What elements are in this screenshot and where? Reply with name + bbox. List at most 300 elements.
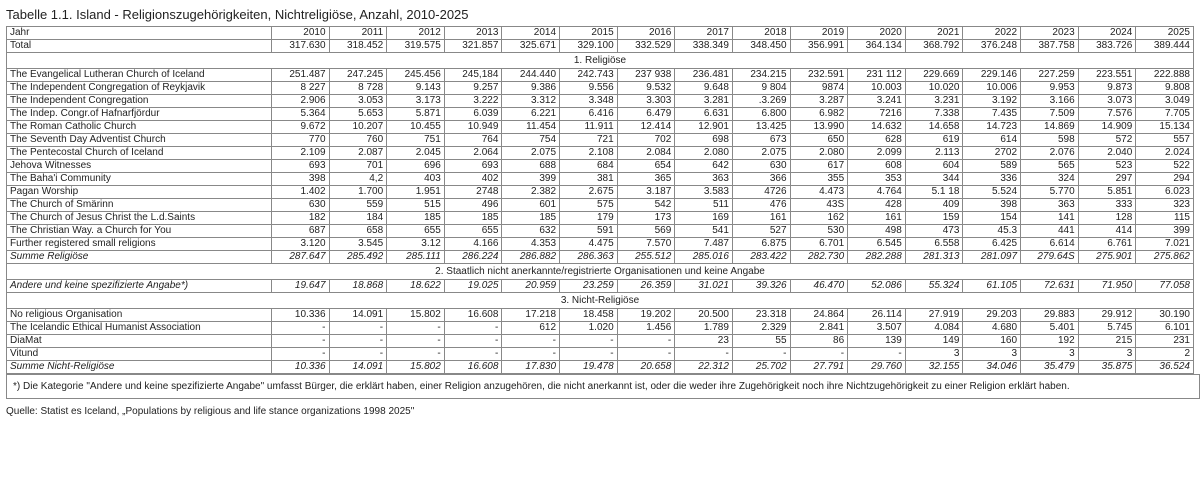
table-row	[7, 309, 1194, 322]
value-cell: 3.507	[848, 322, 906, 335]
value-cell: 35.875	[1078, 361, 1136, 374]
value-cell: 182	[271, 212, 329, 225]
value-cell: 26.114	[848, 309, 906, 322]
table-row	[7, 348, 1194, 361]
value-cell: 2.109	[271, 147, 329, 160]
value-cell: 1.700	[329, 186, 387, 199]
value-cell: 2.382	[502, 186, 560, 199]
value-cell: 9.808	[1136, 82, 1194, 95]
value-cell: 398	[271, 173, 329, 186]
value-cell: 398	[963, 199, 1021, 212]
value-cell: 542	[617, 199, 675, 212]
value-cell: 2.906	[271, 95, 329, 108]
value-cell: 128	[1078, 212, 1136, 225]
value-cell: 2.064	[444, 147, 502, 160]
value-cell: 673	[732, 134, 790, 147]
value-cell: 654	[617, 160, 675, 173]
value-cell: 498	[848, 225, 906, 238]
value-cell: 6.875	[732, 238, 790, 251]
value-cell: 6.039	[444, 108, 502, 121]
value-cell: 2015	[560, 27, 618, 40]
value-cell: 227.259	[1021, 69, 1079, 82]
value-cell: 321.857	[444, 40, 502, 53]
row-label: The Christian Way. a Church for You	[7, 225, 272, 238]
value-cell: 72.631	[1021, 280, 1079, 293]
section-title: 2. Staatlich nicht anerkannte/registrierte Organisationen und keine Angabe	[7, 264, 1194, 280]
value-cell: 3	[1021, 348, 1079, 361]
value-cell: 2012	[387, 27, 445, 40]
value-cell: 6.425	[963, 238, 1021, 251]
value-cell: 515	[387, 199, 445, 212]
value-cell: 5.524	[963, 186, 1021, 199]
value-cell: 17.218	[502, 309, 560, 322]
value-cell: 2019	[790, 27, 848, 40]
value-cell: 3.222	[444, 95, 502, 108]
value-cell: 317.630	[271, 40, 329, 53]
row-label: The Church of Smärinn	[7, 199, 272, 212]
value-cell: 279.64S	[1021, 251, 1079, 264]
value-cell: 185	[502, 212, 560, 225]
value-cell: 1.789	[675, 322, 733, 335]
value-cell: -	[790, 348, 848, 361]
value-cell: 242.743	[560, 69, 618, 82]
value-cell: 29.203	[963, 309, 1021, 322]
value-cell: 6.614	[1021, 238, 1079, 251]
value-cell: 2.099	[848, 147, 906, 160]
value-cell: 18.868	[329, 280, 387, 293]
value-cell: 366	[732, 173, 790, 186]
value-cell: -	[617, 348, 675, 361]
value-cell: 751	[387, 134, 445, 147]
value-cell: -	[848, 348, 906, 361]
value-cell: 2011	[329, 27, 387, 40]
value-cell: 591	[560, 225, 618, 238]
value-cell: 511	[675, 199, 733, 212]
value-cell: 721	[560, 134, 618, 147]
value-cell: 363	[675, 173, 733, 186]
table-row	[7, 134, 1194, 147]
value-cell: 9.672	[271, 121, 329, 134]
value-cell: 2.108	[560, 147, 618, 160]
value-cell: 43S	[790, 199, 848, 212]
value-cell: 2.075	[732, 147, 790, 160]
value-cell: 185	[387, 212, 445, 225]
value-cell: 10.455	[387, 121, 445, 134]
value-cell: 687	[271, 225, 329, 238]
value-cell: 559	[329, 199, 387, 212]
value-cell: 20.959	[502, 280, 560, 293]
value-cell: 4.680	[963, 322, 1021, 335]
value-cell: -	[444, 322, 502, 335]
value-cell: 4.166	[444, 238, 502, 251]
value-cell: 701	[329, 160, 387, 173]
value-cell: 5.1 18	[905, 186, 963, 199]
value-cell: 115	[1136, 212, 1194, 225]
value-cell: 223.551	[1078, 69, 1136, 82]
value-cell: 281.097	[963, 251, 1021, 264]
value-cell: 318.452	[329, 40, 387, 53]
value-cell: 184	[329, 212, 387, 225]
value-cell: 1.402	[271, 186, 329, 199]
value-cell: 2016	[617, 27, 675, 40]
value-cell: -	[271, 322, 329, 335]
section-title: 3. Nicht-Religiöse	[7, 293, 1194, 309]
value-cell: 569	[617, 225, 675, 238]
value-cell: 18.458	[560, 309, 618, 322]
section-nonreligious	[7, 293, 1194, 309]
value-cell: 688	[502, 160, 560, 173]
value-cell: 24.864	[790, 309, 848, 322]
source-note: Quelle: Statist es Iceland, „Populations by religious and life stance organizations 1998 2025"	[6, 406, 415, 417]
value-cell: 9.143	[387, 82, 445, 95]
value-cell: 754	[502, 134, 560, 147]
row-label: The Independent Congregation of Reykjavik	[7, 82, 272, 95]
value-cell: 20.658	[617, 361, 675, 374]
value-cell: 23	[675, 335, 733, 348]
value-cell: 285.492	[329, 251, 387, 264]
value-cell: 55.324	[905, 280, 963, 293]
value-cell: 3.073	[1078, 95, 1136, 108]
value-cell: -	[329, 322, 387, 335]
value-cell: 2702	[963, 147, 1021, 160]
row-label: The Church of Jesus Christ the L.d.Saints	[7, 212, 272, 225]
row-label: The Evangelical Lutheran Church of Iceland	[7, 69, 272, 82]
value-cell: 630	[732, 160, 790, 173]
value-cell: 523	[1078, 160, 1136, 173]
value-cell: 15.802	[387, 361, 445, 374]
value-cell: 4.353	[502, 238, 560, 251]
value-cell: 4726	[732, 186, 790, 199]
value-cell: 173	[617, 212, 675, 225]
value-cell: 222.888	[1136, 69, 1194, 82]
value-cell: 764	[444, 134, 502, 147]
value-cell: 604	[905, 160, 963, 173]
table-row	[7, 199, 1194, 212]
value-cell: 5.401	[1021, 322, 1079, 335]
total-row	[7, 40, 1194, 53]
value-cell: 10.336	[271, 361, 329, 374]
row-label: Andere und keine spezifizierte Angabe*)	[7, 280, 272, 293]
value-cell: 409	[905, 199, 963, 212]
value-cell: 6.558	[905, 238, 963, 251]
unspecified-row	[7, 280, 1194, 293]
value-cell: 2013	[444, 27, 502, 40]
value-cell: 632	[502, 225, 560, 238]
value-cell: 2.084	[617, 147, 675, 160]
value-cell: 15.802	[387, 309, 445, 322]
value-cell: 285.016	[675, 251, 733, 264]
value-cell: 323	[1136, 199, 1194, 212]
value-cell: 2023	[1021, 27, 1079, 40]
value-cell: 2.080	[790, 147, 848, 160]
value-cell: 650	[790, 134, 848, 147]
table-row	[7, 238, 1194, 251]
value-cell: 45.3	[963, 225, 1021, 238]
value-cell: 6.761	[1078, 238, 1136, 251]
value-cell: 215	[1078, 335, 1136, 348]
value-cell: 655	[387, 225, 445, 238]
value-cell: 159	[905, 212, 963, 225]
value-cell: 7.338	[905, 108, 963, 121]
value-cell: 693	[444, 160, 502, 173]
value-cell: 30.190	[1136, 309, 1194, 322]
value-cell: 702	[617, 134, 675, 147]
value-cell: 9874	[790, 82, 848, 95]
value-cell: -	[329, 335, 387, 348]
table-row	[7, 121, 1194, 134]
value-cell: 496	[444, 199, 502, 212]
value-cell: 23.259	[560, 280, 618, 293]
row-label: Jehova Witnesses	[7, 160, 272, 173]
value-cell: 2.087	[329, 147, 387, 160]
value-cell: 598	[1021, 134, 1079, 147]
value-cell: 2010	[271, 27, 329, 40]
value-cell: 2748	[444, 186, 502, 199]
value-cell: 3	[905, 348, 963, 361]
value-cell: 3.545	[329, 238, 387, 251]
value-cell: 15.134	[1136, 121, 1194, 134]
table-row	[7, 160, 1194, 173]
value-cell: 614	[963, 134, 1021, 147]
value-cell: 179	[560, 212, 618, 225]
value-cell: 353	[848, 173, 906, 186]
value-cell: 35.479	[1021, 361, 1079, 374]
value-cell: 31.021	[675, 280, 733, 293]
value-cell: 1.951	[387, 186, 445, 199]
value-cell: 231	[1136, 335, 1194, 348]
value-cell: 27.791	[790, 361, 848, 374]
value-cell: 281.313	[905, 251, 963, 264]
value-cell: 14.091	[329, 361, 387, 374]
value-cell: 364.134	[848, 40, 906, 53]
value-cell: 275.862	[1136, 251, 1194, 264]
value-cell: 642	[675, 160, 733, 173]
value-cell: 2020	[848, 27, 906, 40]
value-cell: 7216	[848, 108, 906, 121]
value-cell: 2017	[675, 27, 733, 40]
value-cell: 9.556	[560, 82, 618, 95]
value-cell: 655	[444, 225, 502, 238]
value-cell: 619	[905, 134, 963, 147]
value-cell: 283.422	[732, 251, 790, 264]
value-cell: 3.241	[848, 95, 906, 108]
value-cell: 162	[790, 212, 848, 225]
value-cell: 22.312	[675, 361, 733, 374]
value-cell: 154	[963, 212, 1021, 225]
value-cell: 285.111	[387, 251, 445, 264]
value-cell: 2018	[732, 27, 790, 40]
value-cell: 760	[329, 134, 387, 147]
value-cell: 5.745	[1078, 322, 1136, 335]
value-cell: 2025	[1136, 27, 1194, 40]
value-cell: 297	[1078, 173, 1136, 186]
value-cell: 26.359	[617, 280, 675, 293]
value-cell: 14.909	[1078, 121, 1136, 134]
value-cell: 329.100	[560, 40, 618, 53]
value-cell: 7.435	[963, 108, 1021, 121]
value-cell: 1.020	[560, 322, 618, 335]
value-cell: 5.851	[1078, 186, 1136, 199]
value-cell: 8 227	[271, 82, 329, 95]
value-cell: 13.425	[732, 121, 790, 134]
value-cell: 368.792	[905, 40, 963, 53]
value-cell: .3.269	[732, 95, 790, 108]
value-cell: 7.021	[1136, 238, 1194, 251]
value-cell: 530	[790, 225, 848, 238]
value-cell: 7.487	[675, 238, 733, 251]
sum-nonreligious-row	[7, 361, 1194, 374]
value-cell: -	[271, 348, 329, 361]
table-row	[7, 173, 1194, 186]
value-cell: 10.207	[329, 121, 387, 134]
value-cell: 403	[387, 173, 445, 186]
value-cell: 9.386	[502, 82, 560, 95]
value-cell: 6.221	[502, 108, 560, 121]
header-row	[7, 27, 1194, 40]
value-cell: 46.470	[790, 280, 848, 293]
value-cell: 355	[790, 173, 848, 186]
value-cell: 71.950	[1078, 280, 1136, 293]
row-label: Summe Nicht-Religiöse	[7, 361, 272, 374]
value-cell: 9.873	[1078, 82, 1136, 95]
value-cell: 356.991	[790, 40, 848, 53]
value-cell: 8 728	[329, 82, 387, 95]
value-cell: -	[387, 322, 445, 335]
row-label: Pagan Worship	[7, 186, 272, 199]
value-cell: 17.830	[502, 361, 560, 374]
value-cell: 161	[732, 212, 790, 225]
value-cell: 229.146	[963, 69, 1021, 82]
value-cell: 2021	[905, 27, 963, 40]
value-cell: 236.481	[675, 69, 733, 82]
table-row	[7, 225, 1194, 238]
value-cell: 20.500	[675, 309, 733, 322]
value-cell: 275.901	[1078, 251, 1136, 264]
value-cell: 3.281	[675, 95, 733, 108]
value-cell: 52.086	[848, 280, 906, 293]
value-cell: 5.364	[271, 108, 329, 121]
value-cell: 34.046	[963, 361, 1021, 374]
value-cell: 55	[732, 335, 790, 348]
value-cell: 5.653	[329, 108, 387, 121]
row-label: The Roman Catholic Church	[7, 121, 272, 134]
value-cell: 19.202	[617, 309, 675, 322]
value-cell: 29.883	[1021, 309, 1079, 322]
value-cell: 3	[963, 348, 1021, 361]
value-cell: -	[444, 348, 502, 361]
value-cell: 5.871	[387, 108, 445, 121]
value-cell: 541	[675, 225, 733, 238]
row-label: The Indep. Congr.of Hafnarfjördur	[7, 108, 272, 121]
value-cell: 3.348	[560, 95, 618, 108]
value-cell: 601	[502, 199, 560, 212]
value-cell: 39.326	[732, 280, 790, 293]
value-cell: 2.076	[1021, 147, 1079, 160]
value-cell: 14.091	[329, 309, 387, 322]
value-cell: 244.440	[502, 69, 560, 82]
value-cell: 12.901	[675, 121, 733, 134]
value-cell: 10.336	[271, 309, 329, 322]
value-cell: 7.705	[1136, 108, 1194, 121]
value-cell: 336	[963, 173, 1021, 186]
value-cell: 10.003	[848, 82, 906, 95]
value-cell: 14.658	[905, 121, 963, 134]
value-cell: 14.632	[848, 121, 906, 134]
value-cell: 12.414	[617, 121, 675, 134]
value-cell: 348.450	[732, 40, 790, 53]
value-cell: 251.487	[271, 69, 329, 82]
value-cell: 29.760	[848, 361, 906, 374]
value-cell: 3.312	[502, 95, 560, 108]
value-cell: 7.509	[1021, 108, 1079, 121]
religion-table	[6, 26, 1194, 374]
value-cell: 23.318	[732, 309, 790, 322]
value-cell: -	[387, 335, 445, 348]
value-cell: 19.025	[444, 280, 502, 293]
value-cell: 27.919	[905, 309, 963, 322]
value-cell: 2.075	[502, 147, 560, 160]
value-cell: 608	[848, 160, 906, 173]
value-cell: 2.113	[905, 147, 963, 160]
value-cell: 6.982	[790, 108, 848, 121]
value-cell: 589	[963, 160, 1021, 173]
row-label: Summe Religiöse	[7, 251, 272, 264]
value-cell: 3.303	[617, 95, 675, 108]
value-cell: 9.953	[1021, 82, 1079, 95]
value-cell: 282.730	[790, 251, 848, 264]
value-cell: 287.647	[271, 251, 329, 264]
row-label: The Independent Congregation	[7, 95, 272, 108]
value-cell: 2.841	[790, 322, 848, 335]
value-cell: 365	[617, 173, 675, 186]
value-cell: 18.622	[387, 280, 445, 293]
value-cell: 29.912	[1078, 309, 1136, 322]
value-cell: 333	[1078, 199, 1136, 212]
value-cell: 192	[1021, 335, 1079, 348]
table-row	[7, 335, 1194, 348]
value-cell: -	[560, 335, 618, 348]
value-cell: 25.702	[732, 361, 790, 374]
value-cell: 139	[848, 335, 906, 348]
row-label: DiaMat	[7, 335, 272, 348]
value-cell: 389.444	[1136, 40, 1194, 53]
value-cell: 9.532	[617, 82, 675, 95]
value-cell: 684	[560, 160, 618, 173]
value-cell: 3.192	[963, 95, 1021, 108]
value-cell: 9.648	[675, 82, 733, 95]
value-cell: 294	[1136, 173, 1194, 186]
value-cell: 229.669	[905, 69, 963, 82]
value-cell: 2024	[1078, 27, 1136, 40]
value-cell: 3.049	[1136, 95, 1194, 108]
value-cell: 185	[444, 212, 502, 225]
value-cell: 6.631	[675, 108, 733, 121]
value-cell: 3.12	[387, 238, 445, 251]
value-cell: 286.224	[444, 251, 502, 264]
value-cell: 2.675	[560, 186, 618, 199]
table-row	[7, 82, 1194, 95]
value-cell: 6.545	[848, 238, 906, 251]
value-cell: 630	[271, 199, 329, 212]
value-cell: 414	[1078, 225, 1136, 238]
value-cell: 4.473	[790, 186, 848, 199]
value-cell: 77.058	[1136, 280, 1194, 293]
value-cell: 160	[963, 335, 1021, 348]
value-cell: -	[617, 335, 675, 348]
value-cell: 247.245	[329, 69, 387, 82]
value-cell: 286.882	[502, 251, 560, 264]
value-cell: 19.478	[560, 361, 618, 374]
